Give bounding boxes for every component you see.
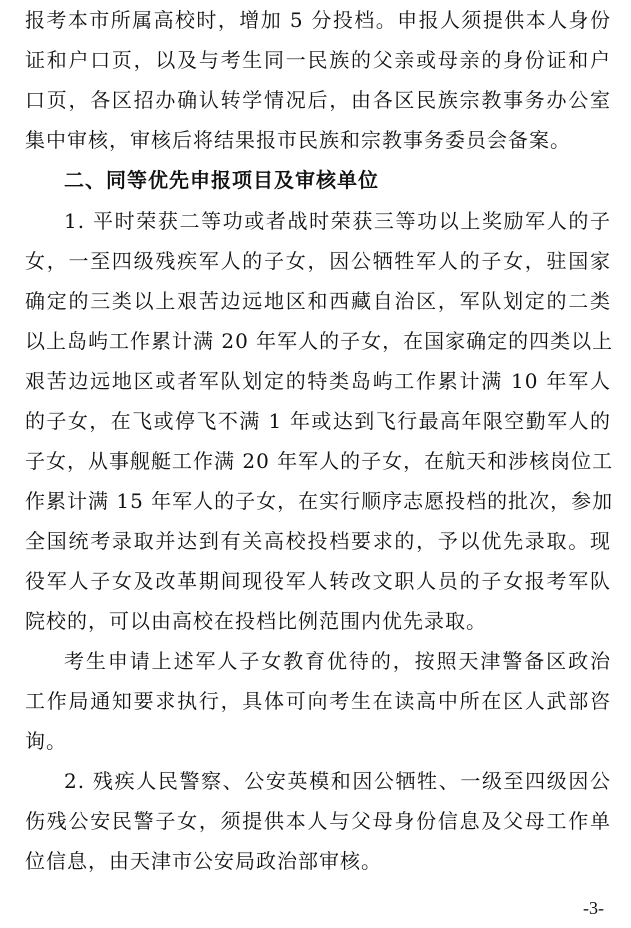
body-text-line: 艰苦边远地区或者军队划定的特类岛屿工作累计满 10 年军人 bbox=[25, 369, 611, 393]
body-text-line: 报考本市所属高校时，增加 5 分投档。申报人须提供本人身份 bbox=[25, 8, 611, 32]
body-text-line: 全国统考录取并达到有关高校投档要求的，予以优先录取。现 bbox=[25, 529, 611, 553]
body-text-line: 2. 残疾人民警察、公安英模和因公牺牲、一级至四级因公 bbox=[64, 769, 611, 793]
body-text-line: 证和户口页，以及与考生同一民族的父亲或母亲的身份证和户 bbox=[25, 48, 611, 72]
page-number: -3- bbox=[583, 898, 604, 918]
body-text-line: 工作局通知要求执行，具体可向考生在读高中所在区人武部咨 bbox=[25, 689, 611, 713]
body-text-line: 集中审核，审核后将结果报市民族和宗教事务委员会备案。 bbox=[25, 128, 571, 152]
body-text-line: 作累计满 15 年军人的子女，在实行顺序志愿投档的批次，参加 bbox=[25, 489, 614, 513]
section-heading: 二、同等优先申报项目及审核单位 bbox=[64, 168, 379, 192]
body-text-line: 考生申请上述军人子女教育优待的，按照天津警备区政治 bbox=[64, 649, 611, 673]
body-text-line: 女，一至四级残疾军人的子女，因公牺牲军人的子女，驻国家 bbox=[25, 249, 611, 273]
body-text-line: 1. 平时荣获二等功或者战时荣获三等功以上奖励军人的子 bbox=[64, 209, 611, 233]
body-text-line: 役军人子女及改革期间现役军人转改文职人员的子女报考军队 bbox=[25, 569, 611, 593]
body-text-line: 以上岛屿工作累计满 20 年军人的子女，在国家确定的四类以上 bbox=[25, 329, 614, 353]
body-text-line: 询。 bbox=[25, 729, 67, 753]
body-text-line: 院校的，可以由高校在投档比例范围内优先录取。 bbox=[25, 609, 487, 633]
body-text-line: 位信息，由天津市公安局政治部审核。 bbox=[25, 849, 382, 873]
body-text-line: 的子女，在飞或停飞不满 1 年或达到飞行最高年限空勤军人的 bbox=[25, 409, 611, 433]
body-text-line: 伤残公安民警子女，须提供本人与父母身份信息及父母工作单 bbox=[25, 809, 611, 833]
body-text-line: 口页，各区招办确认转学情况后，由各区民族宗教事务办公室 bbox=[25, 88, 611, 112]
body-text-line: 确定的三类以上艰苦边远地区和西藏自治区，军队划定的二类 bbox=[25, 289, 611, 313]
body-text-line: 子女，从事舰艇工作满 20 年军人的子女，在航天和涉核岗位工 bbox=[25, 449, 614, 473]
